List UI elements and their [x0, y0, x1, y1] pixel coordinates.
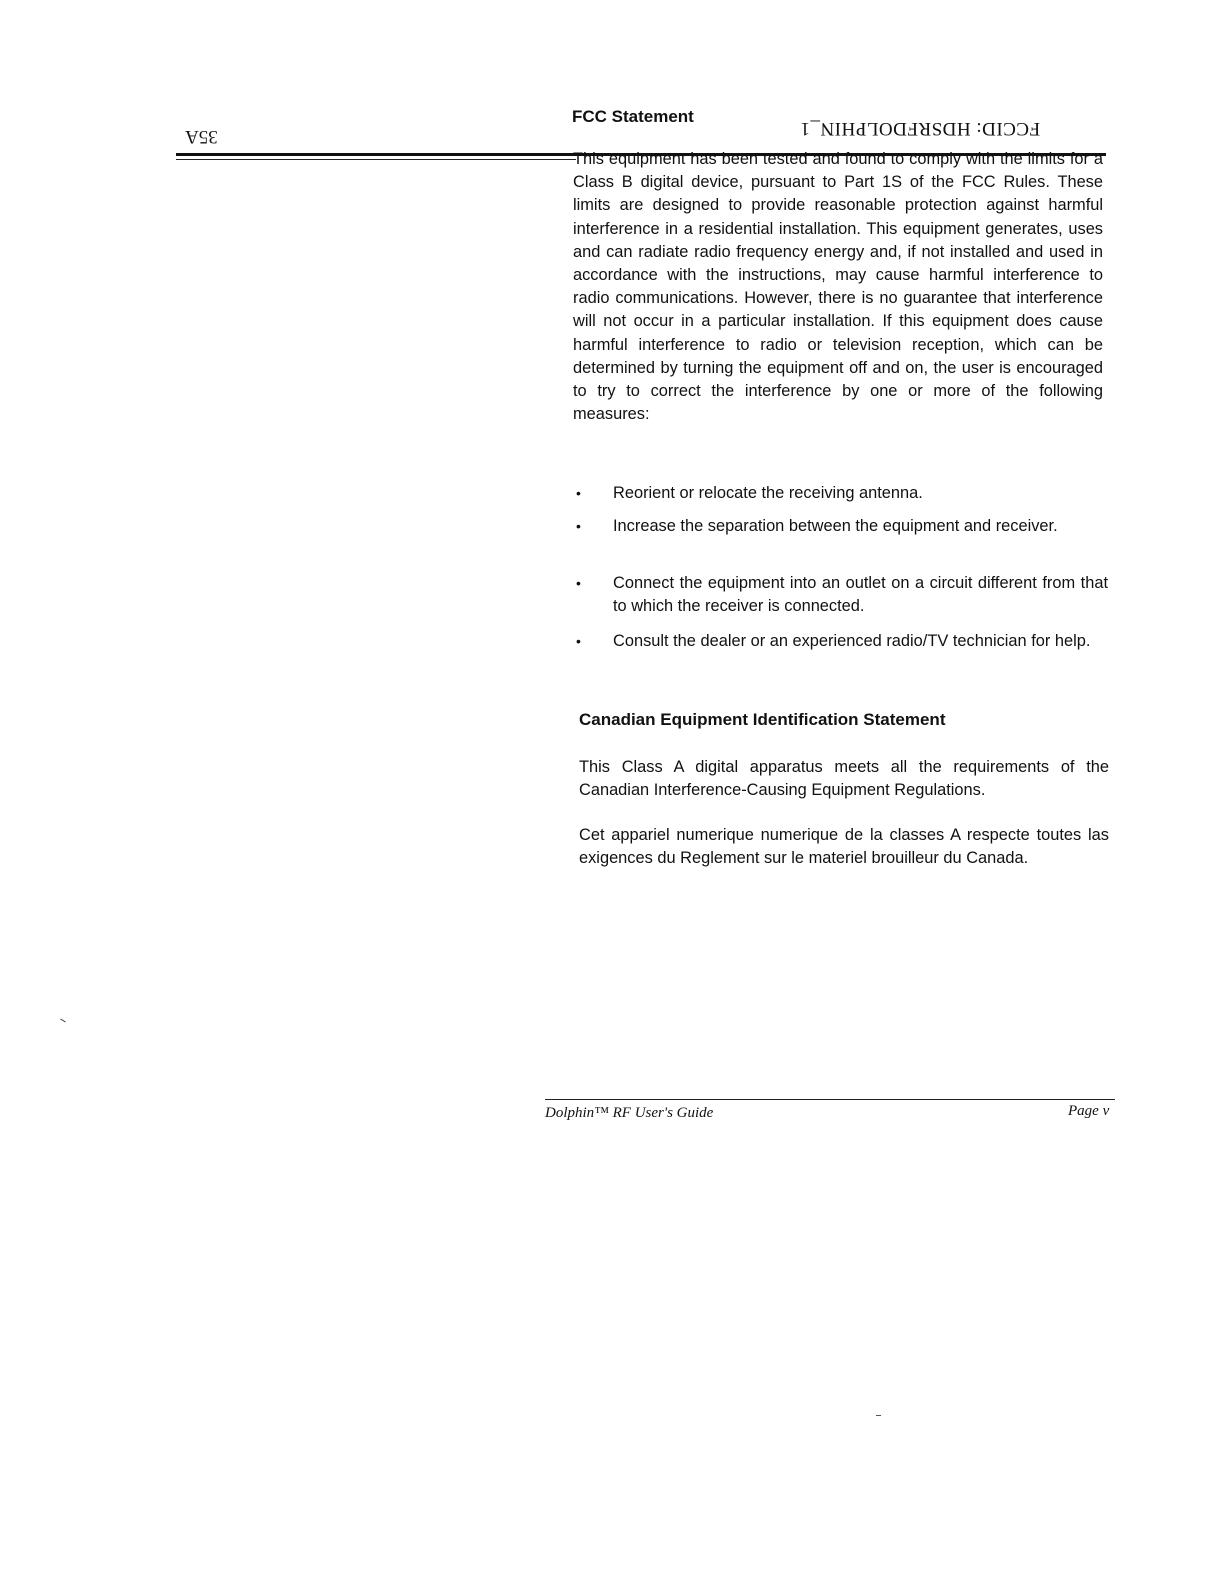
- fcc-intro-paragraph: This equipment has been tested and found to comply with the limits for a Class B digital device, pursuant to Part 1S of the FCC Rules. These limits are designed to provide reasonable protection against harmful interference in a residential installation. This equipment generates, uses and can radiate radio frequency energy and, if not installed and used in accordance with the instructions, may cause harmful interference to radio communications. However, there is no guarantee that interference will not occur in a particular installation. If this equipment does cause harmful interference to radio or television reception, which can be determined by turning the equipment off and on, the user is encouraged to try to correct the interference by one or more of the following measures:: [573, 150, 1103, 424]
- fcc-id-stamp: FCCID: HDSRFDOLPHIN_1: [800, 118, 1041, 139]
- footer-page-number: Page v: [1068, 1103, 1110, 1119]
- scan-speck: [60, 1019, 66, 1023]
- page-stamp: 35A: [185, 126, 218, 147]
- canada-heading: Canadian Equipment Identification Statement: [579, 710, 946, 729]
- measure-list-item: [573, 482, 1108, 505]
- bullet-icon: •: [576, 575, 581, 591]
- footer-guide-title: Dolphin™ RF User's Guide: [545, 1105, 714, 1121]
- measure-text: Connect the equipment into an outlet on a circuit different from that to which the receiver is connected.: [613, 574, 1108, 616]
- measure-text: Reorient or relocate the receiving antenna.: [613, 484, 923, 502]
- scan-speck: [876, 1415, 881, 1416]
- bullet-icon: •: [576, 485, 581, 501]
- canada-french-paragraph: Cet appariel numerique numerique de la classes A respecte toutes las exigences du Reglement sur le materiel brouilleur du Canada.: [579, 826, 1109, 868]
- measure-text: Consult the dealer or an experienced radio/TV technician for help.: [613, 632, 1091, 650]
- measure-list-item: [573, 515, 1108, 538]
- measure-list-item: [573, 630, 1108, 653]
- canada-english-paragraph: This Class A digital apparatus meets all the requirements of the Canadian Interference-Causing Equipment Regulations.: [579, 758, 1109, 800]
- bullet-icon: •: [576, 633, 581, 649]
- measure-text: Increase the separation between the equipment and receiver.: [613, 517, 1058, 535]
- footer-rule: [545, 1099, 1115, 1100]
- bullet-icon: •: [576, 518, 581, 534]
- header-rule-secondary: [176, 159, 576, 160]
- section-title: FCC Statement: [572, 107, 694, 126]
- measure-list-item: [573, 572, 1108, 618]
